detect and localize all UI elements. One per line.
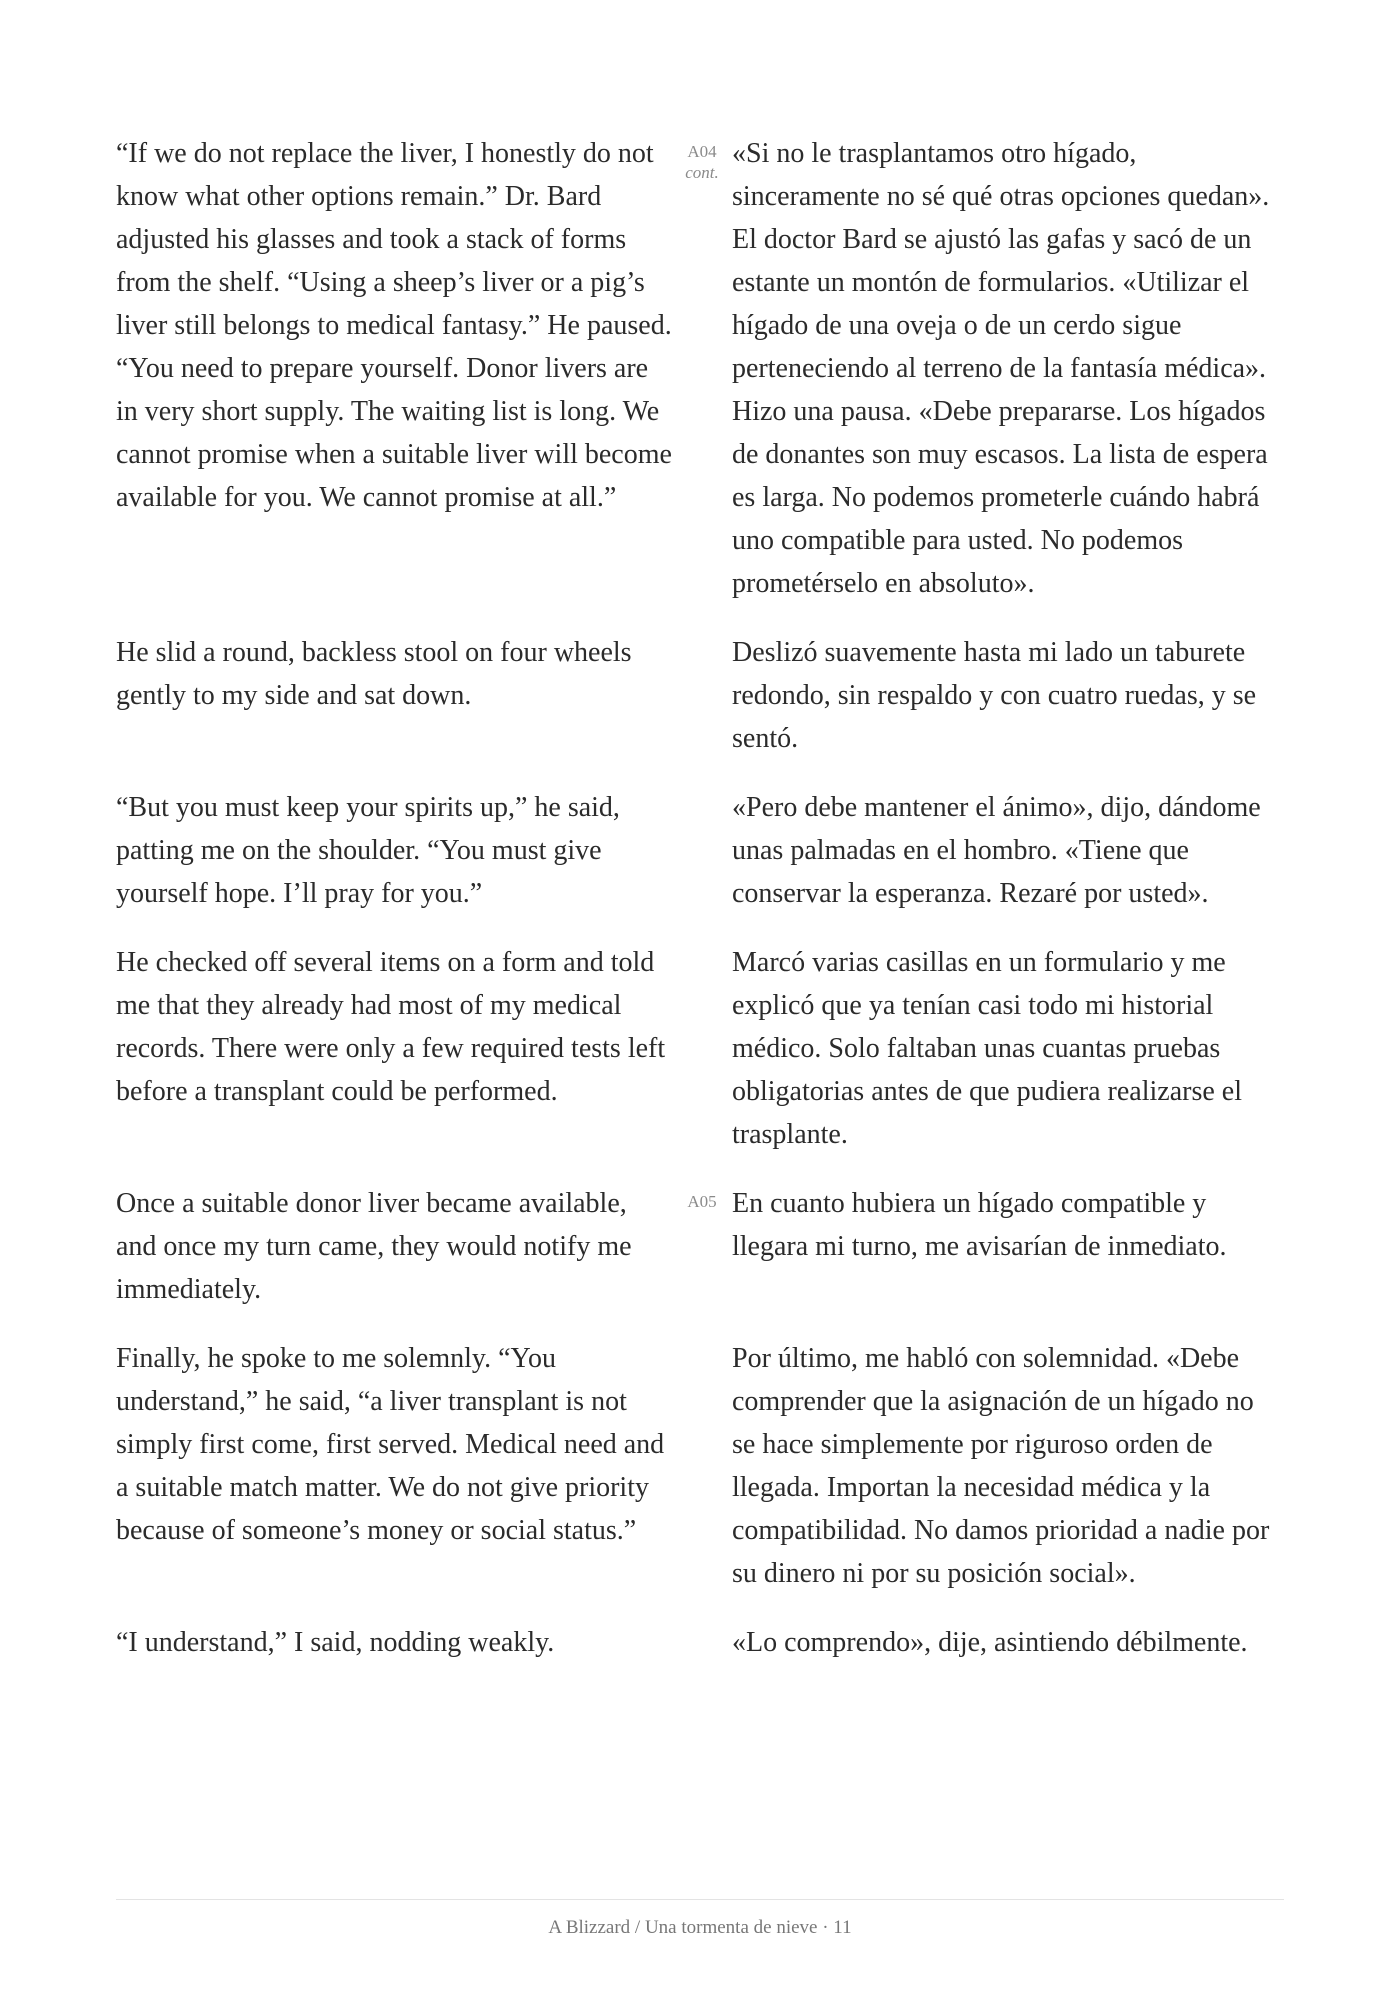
section-marker [672, 1621, 732, 1664]
section-marker [672, 631, 732, 760]
spanish-paragraph: «Si no le trasplantamos otro hígado, sinceramente no sé qué otras opciones quedan». El doctor Bard se ajustó las gafas y sacó de un estante un montón de formularios. «Utilizar el hígado de una oveja o de un cerdo sigue perteneciendo al terreno de la fantasía médica». Hizo una pausa. «Debe prepararse. Los hígados de donantes son muy escasos. La lista de espera es larga. No podemos prometerle cuándo habrá uno compatible para usted. No podemos prometérselo en absoluto». [732, 138, 1270, 599]
paragraph-pair-1 [116, 132, 1284, 605]
section-marker-label: A05 [687, 1192, 717, 1211]
paragraph-pair-2 [116, 631, 1284, 760]
paragraph-pair-3 [116, 786, 1284, 915]
spanish-paragraph: Marcó varias casillas en un formulario y me explicó que ya tenían casi todo mi historial médico. Solo faltaban unas cuantas pruebas obligatorias antes de que pudiera realizarse el trasplante. [732, 947, 1242, 1150]
section-marker [672, 1337, 732, 1595]
paragraph-pair-4 [116, 941, 1284, 1156]
spanish-paragraph: «Pero debe mantener el ánimo», dijo, dándome unas palmadas en el hombro. «Tiene que conservar la esperanza. Rezaré por usted». [732, 792, 1261, 909]
english-paragraph: He slid a round, backless stool on four wheels gently to my side and sat down. [116, 637, 632, 711]
english-paragraph: Finally, he spoke to me solemnly. “You understand,” he said, “a liver transplant is not simply first come, first served. Medical need and a suitable match matter. We do not give priority because of someone’s money or social status.” [116, 1343, 665, 1546]
section-marker [672, 941, 732, 1156]
section-marker [672, 786, 732, 915]
paragraph-pair-5 [116, 1182, 1284, 1311]
english-paragraph: He checked off several items on a form and told me that they already had most of my medical records. There were only a few required tests left before a transplant could be performed. [116, 947, 666, 1107]
section-marker [672, 132, 732, 605]
english-paragraph: “If we do not replace the liver, I honestly do not know what other options remain.” Dr. Bard adjusted his glasses and took a stack of forms from the shelf. “Using a sheep’s liver or a pig’s liver still belongs to medical fantasy.” He paused. “You need to prepare yourself. Donor livers are in very short supply. The waiting list is long. We cannot promise when a suitable liver will become available for you. We cannot promise at all.” [116, 138, 672, 513]
english-paragraph: “I understand,” I said, nodding weakly. [116, 1627, 555, 1658]
section-marker-label: A04 [687, 142, 717, 161]
paragraph-pair-7 [116, 1621, 1284, 1664]
spanish-paragraph: Por último, me habló con solemnidad. «Debe comprender que la asignación de un hígado no se hace simplemente por riguroso orden de llegada. Importan la necesidad médica y la compatibilidad. No damos prioridad a nadie por su dinero ni por su posición social». [732, 1343, 1270, 1589]
english-paragraph: Once a suitable donor liver became available, and once my turn came, they would notify me immediately. [116, 1188, 632, 1305]
bilingual-text-body [116, 132, 1284, 1690]
footer-divider [116, 1899, 1284, 1900]
english-paragraph: “But you must keep your spirits up,” he said, patting me on the shoulder. “You must give yourself hope. I’ll pray for you.” [116, 792, 620, 909]
paragraph-pair-6 [116, 1337, 1284, 1595]
spanish-paragraph: Deslizó suavemente hasta mi lado un taburete redondo, sin respaldo y con cuatro ruedas, y se sentó. [732, 637, 1257, 754]
spanish-paragraph: En cuanto hubiera un hígado compatible y llegara mi turno, me avisarían de inmediato. [732, 1188, 1227, 1262]
section-marker-note: cont. [685, 163, 719, 182]
spanish-paragraph: «Lo comprendo», dije, asintiendo débilmente. [732, 1627, 1248, 1658]
section-marker [672, 1182, 732, 1311]
page-footer: A Blizzard / Una tormenta de nieve · 11 [548, 1917, 852, 1938]
